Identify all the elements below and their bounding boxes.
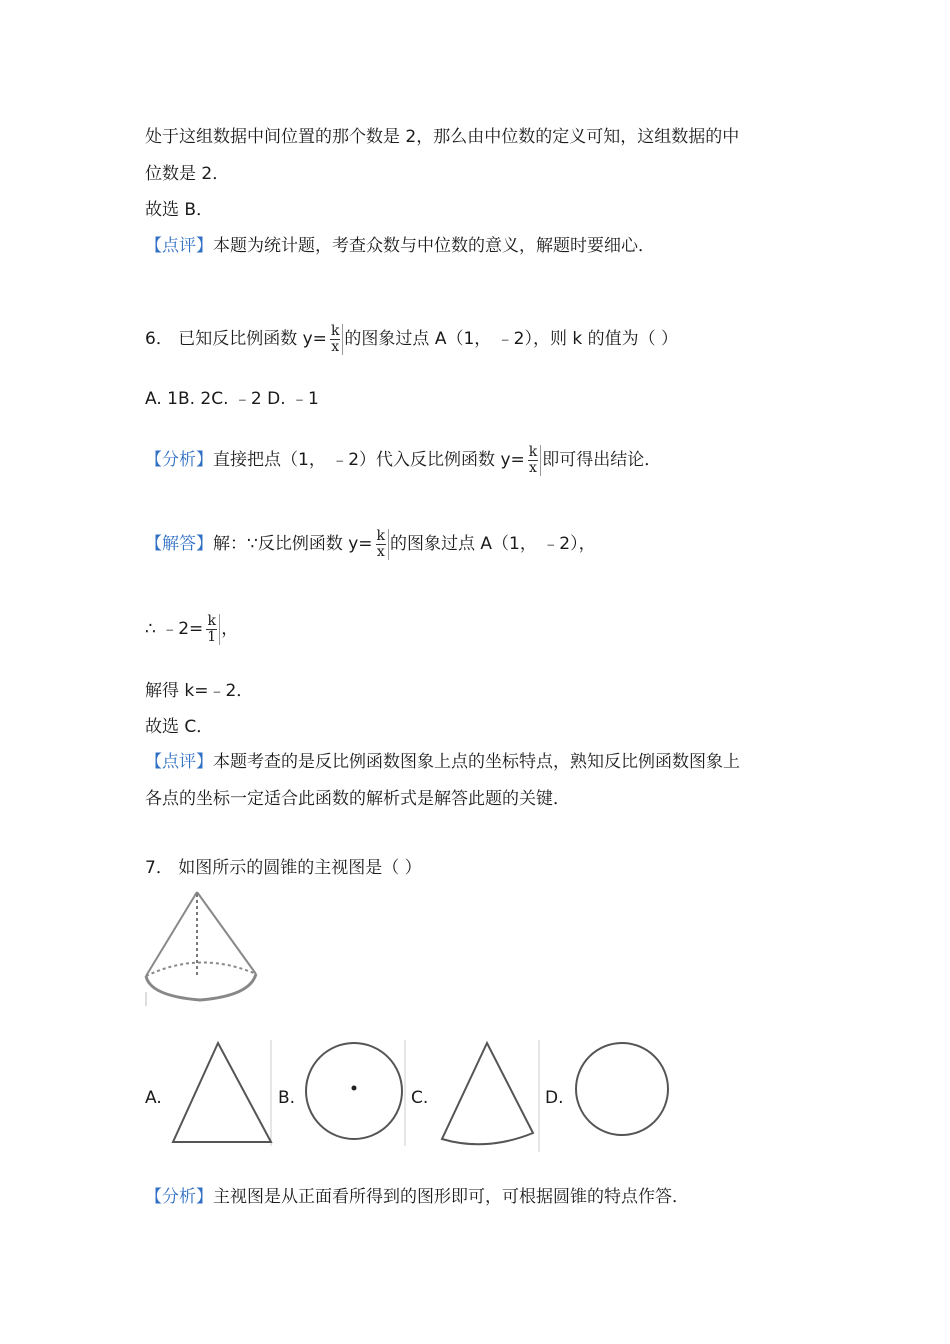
option-d-circle-figure	[570, 1040, 676, 1140]
fraction-k-over-1	[204, 614, 220, 645]
solution-tag: 【解答】	[145, 534, 213, 554]
fraction-numerator: k	[528, 443, 538, 460]
option-a-triangle-figure	[170, 1040, 274, 1146]
cone-left-edge	[146, 892, 197, 976]
fraction-k-over-x	[374, 529, 389, 560]
therefore-pre: ∴ ﹣2=	[145, 619, 204, 639]
cone-figure	[140, 888, 265, 1008]
fraction-numerator: k	[330, 322, 340, 339]
q6-analysis	[145, 443, 661, 477]
fraction-denominator: x	[529, 459, 537, 476]
analysis-tag: 【分析】	[145, 450, 213, 470]
q5-text-line2: 位数是 2．	[145, 164, 230, 184]
fraction-k-over-x	[526, 445, 541, 476]
q6-comment-line2: 各点的坐标一定适合此函数的解析式是解答此题的关键．	[145, 789, 570, 809]
triangle-shape	[173, 1043, 271, 1142]
option-d-label: D.	[545, 1088, 564, 1108]
q6-result: 解得 k=﹣2．	[145, 681, 254, 701]
sector-shape	[442, 1043, 533, 1144]
option-c-sector-figure	[438, 1040, 542, 1152]
q5-comment	[145, 235, 655, 257]
analysis-text: 主视图是从正面看所得到的图形即可，可根据圆锥的特点作答．	[213, 1187, 689, 1207]
solution-post: 的图象过点 A（1， ﹣2），	[390, 534, 596, 554]
option-c-label: C.	[411, 1088, 429, 1108]
analysis-tag: 【分析】	[145, 1187, 213, 1207]
q6-therefore	[145, 612, 238, 646]
fraction-numerator: k	[376, 527, 386, 544]
circle-shape	[306, 1043, 402, 1139]
analysis-pre: 直接把点（1， ﹣2）代入反比例函数 y=	[213, 450, 525, 470]
q7-stem: 7． 如图所示的圆锥的主视图是（ ）	[145, 858, 422, 878]
q6-comment-line1	[145, 751, 740, 773]
comment-tag: 【点评】	[145, 236, 213, 256]
comment-tag: 【点评】	[145, 752, 213, 772]
comment-text: 本题考查的是反比例函数图象上点的坐标特点，熟知反比例函数图象上	[213, 752, 740, 772]
solution-pre: 解：∵反比例函数 y=	[213, 534, 373, 554]
fraction-denominator: 1	[207, 628, 217, 645]
cone-base-front	[146, 974, 256, 1000]
cone-base-back-dashed	[146, 962, 256, 976]
fraction-numerator: k	[207, 612, 216, 629]
q5-text-line1: 处于这组数据中间位置的那个数是 2，那么由中位数的定义可知，这组数据的中	[145, 127, 740, 147]
q6-solution	[145, 527, 596, 561]
q6-stem-post: 的图象过点 A（1， ﹣2），则 k 的值为（ ）	[344, 329, 679, 349]
q6-stem	[145, 322, 678, 356]
circle-shape	[576, 1043, 668, 1135]
analysis-post: 即可得出结论．	[542, 450, 662, 470]
center-dot	[352, 1086, 357, 1091]
q6-answer: 故选 C．	[145, 717, 214, 737]
q6-options: A. 1B. 2C. ﹣2 D. ﹣1	[145, 389, 319, 409]
option-a-label: A.	[145, 1088, 162, 1108]
fraction-k-over-x	[328, 324, 343, 355]
q6-stem-pre: 6． 已知反比例函数 y=	[145, 329, 327, 349]
q5-answer: 故选 B．	[145, 200, 214, 220]
fraction-denominator: x	[376, 543, 385, 560]
option-b-label: B.	[278, 1088, 296, 1108]
therefore-post: ，	[221, 619, 239, 639]
comment-text: 本题为统计题，考查众数与中位数的意义，解题时要细心．	[213, 236, 655, 256]
fraction-denominator: x	[331, 338, 340, 355]
q7-analysis	[145, 1186, 689, 1208]
option-b-circle-with-dot-figure	[302, 1040, 408, 1146]
